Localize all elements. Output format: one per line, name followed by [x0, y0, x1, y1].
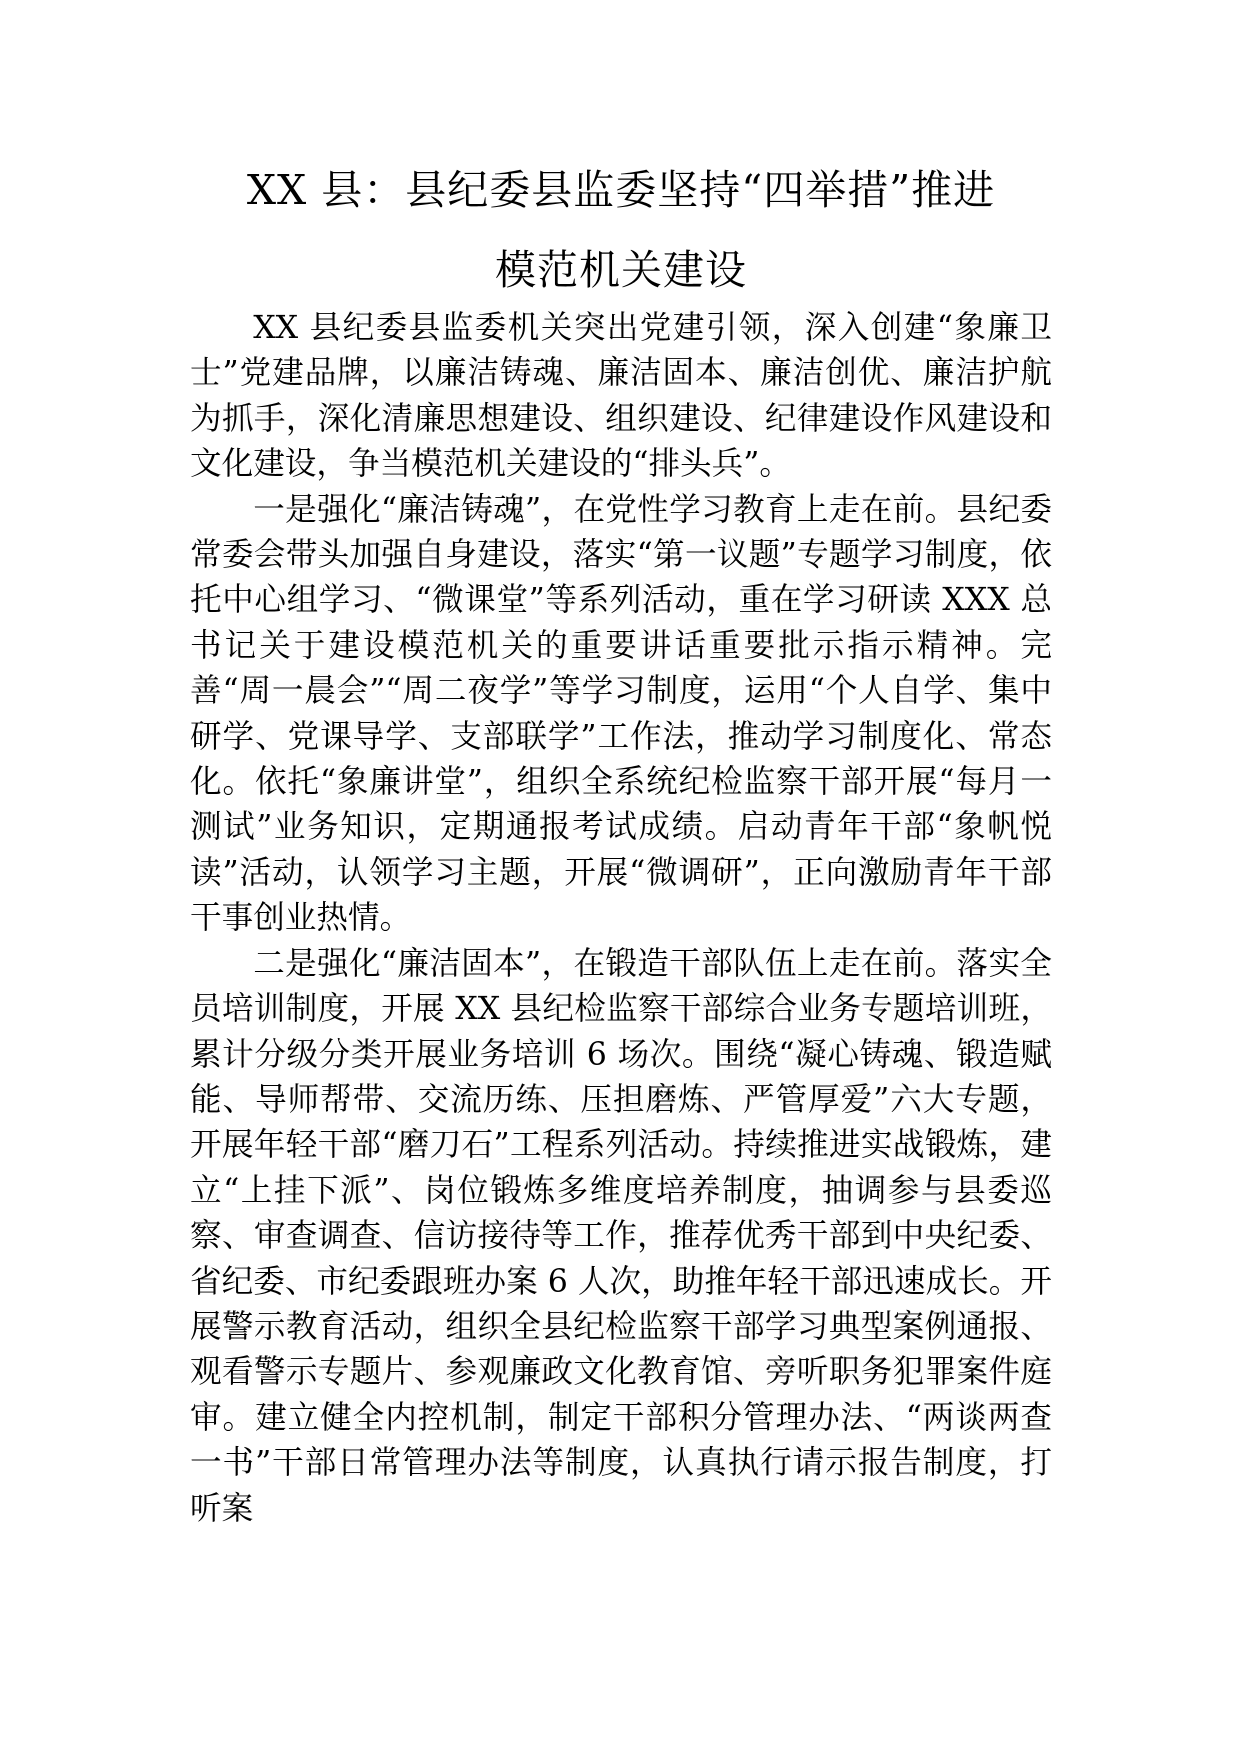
- title-line-2: 模范机关建设: [495, 246, 747, 294]
- paragraph-measure-1: 一是强化“廉洁铸魂”，在党性学习教育上走在前。县纪委常委会带头加强自身建设，落实“第一议题”专题学习制度，依托中心组学习、“微课堂”等系列活动，重在学习研读 XXX 总书记关于建设模范机关的重要讲话重要批示指示精神。完善“周一晨会”“周二夜学”等学习制度，运用“个人自学、集中研学、党课导学、支部联学”工作法，推动学习制度化、常态化。依托“象廉讲堂”，组织全系统纪检监察干部开展“每月一测试”业务知识，定期通报考试成绩。启动青年干部“象帆悦读”活动，认领学习主题，开展“微调研”，正向激励青年干部干事创业热情。: [190, 491, 1052, 937]
- paragraph-measure-2: 二是强化“廉洁固本”，在锻造干部队伍上走在前。落实全员培训制度，开展 XX 县纪检监察干部综合业务专题培训班，累计分级分类开展业务培训 6 场次。围绕“凝心铸魂、锻造赋能、导师帮带、交流历练、压担磨炼、严管厚爱”六大专题，开展年轻干部“磨刀石”工程系列活动。持续推进实战锻炼，建立“上挂下派”、岗位锻炼多维度培养制度，抽调参与县委巡察、审查调查、信访接待等工作，推荐优秀干部到中央纪委、省纪委、市纪委跟班办案 6 人次，助推年轻干部迅速成长。开展警示教育活动，组织全县纪检监察干部学习典型案例通报、观看警示专题片、参观廉政文化教育馆、旁听职务犯罪案件庭审。建立健全内控机制，制定干部积分管理办法、“两谈两查一书”干部日常管理办法等制度，认真执行请示报告制度，打听案: [190, 945, 1052, 1527]
- document-title: [190, 150, 1052, 310]
- title-line-1: XX 县：县纪委县监委坚持“四举措”推进: [246, 166, 996, 214]
- document-page: [190, 150, 1052, 1532]
- paragraph-intro: XX 县纪委县监委机关突出党建引领，深入创建“象廉卫士”党建品牌，以廉洁铸魂、廉洁固本、廉洁创优、廉洁护航为抓手，深化清廉思想建设、组织建设、纪律建设作风建设和文化建设，争当模范机关建设的“排头兵”。: [190, 310, 1052, 483]
